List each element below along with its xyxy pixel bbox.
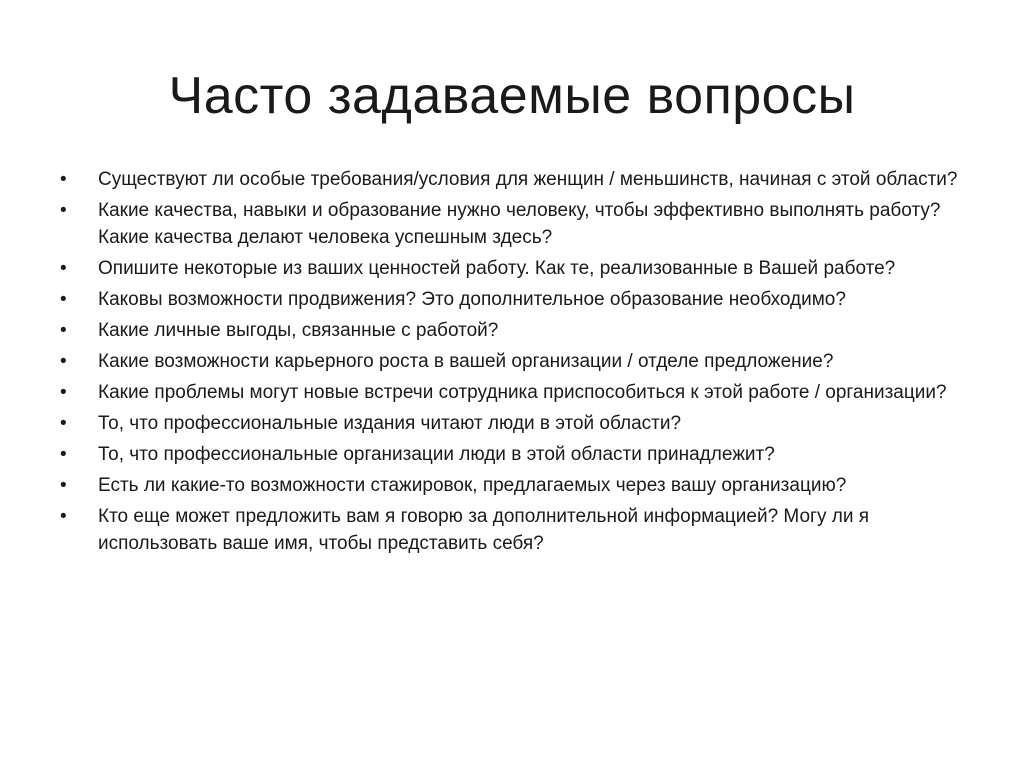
list-item-text: Опишите некоторые из ваших ценностей работу. Как те, реализованные в Вашей работе? [98,258,896,279]
list-item [60,348,970,375]
list-item-text: Каковы возможности продвижения? Это дополнительное образование необходимо? [98,289,846,310]
bullet-icon: • [60,289,67,310]
bullet-icon: • [60,320,67,341]
list-item-text: Есть ли какие-то возможности стажировок, предлагаемых через вашу организацию? [98,475,847,496]
list-item [60,255,970,282]
bullet-icon: • [60,413,67,434]
bullet-icon: • [60,351,67,372]
slide-title: Часто задаваемые вопросы [168,67,856,125]
list-item-text: То, что профессиональные издания читают люди в этой области? [98,413,682,434]
list-item [60,503,970,557]
list-item [60,197,970,251]
faq-list [60,166,970,561]
bullet-icon: • [60,258,67,279]
list-item [60,166,970,193]
list-item [60,286,970,313]
bullet-icon: • [60,444,67,465]
bullet-icon: • [60,169,67,190]
list-item-text: Какие качества, навыки и образование нужно человеку, чтобы эффективно выполнять работу? Какие качества делают человека успешным здесь? [98,200,941,248]
list-item [60,317,970,344]
bullet-icon: • [60,475,67,496]
bullet-icon: • [60,506,67,527]
list-item [60,410,970,437]
list-item-text: Какие возможности карьерного роста в вашей организации / отделе предложение? [98,351,834,372]
list-item [60,379,970,406]
list-item-text: Существуют ли особые требования/условия для женщин / меньшинств, начиная с этой области? [98,169,958,190]
list-item-text: Кто еще может предложить вам я говорю за дополнительной информацией? Могу ли я использовать ваше имя, чтобы представить себя? [98,506,870,554]
bullet-icon: • [60,200,67,221]
list-item-text: Какие личные выгоды, связанные с работой? [98,320,499,341]
list-item [60,472,970,499]
list-item-text: То, что профессиональные организации люди в этой области принадлежит? [98,444,775,465]
list-item-text: Какие проблемы могут новые встречи сотрудника приспособиться к этой работе / организации? [98,382,947,403]
list-item [60,441,970,468]
bullet-icon: • [60,382,67,403]
